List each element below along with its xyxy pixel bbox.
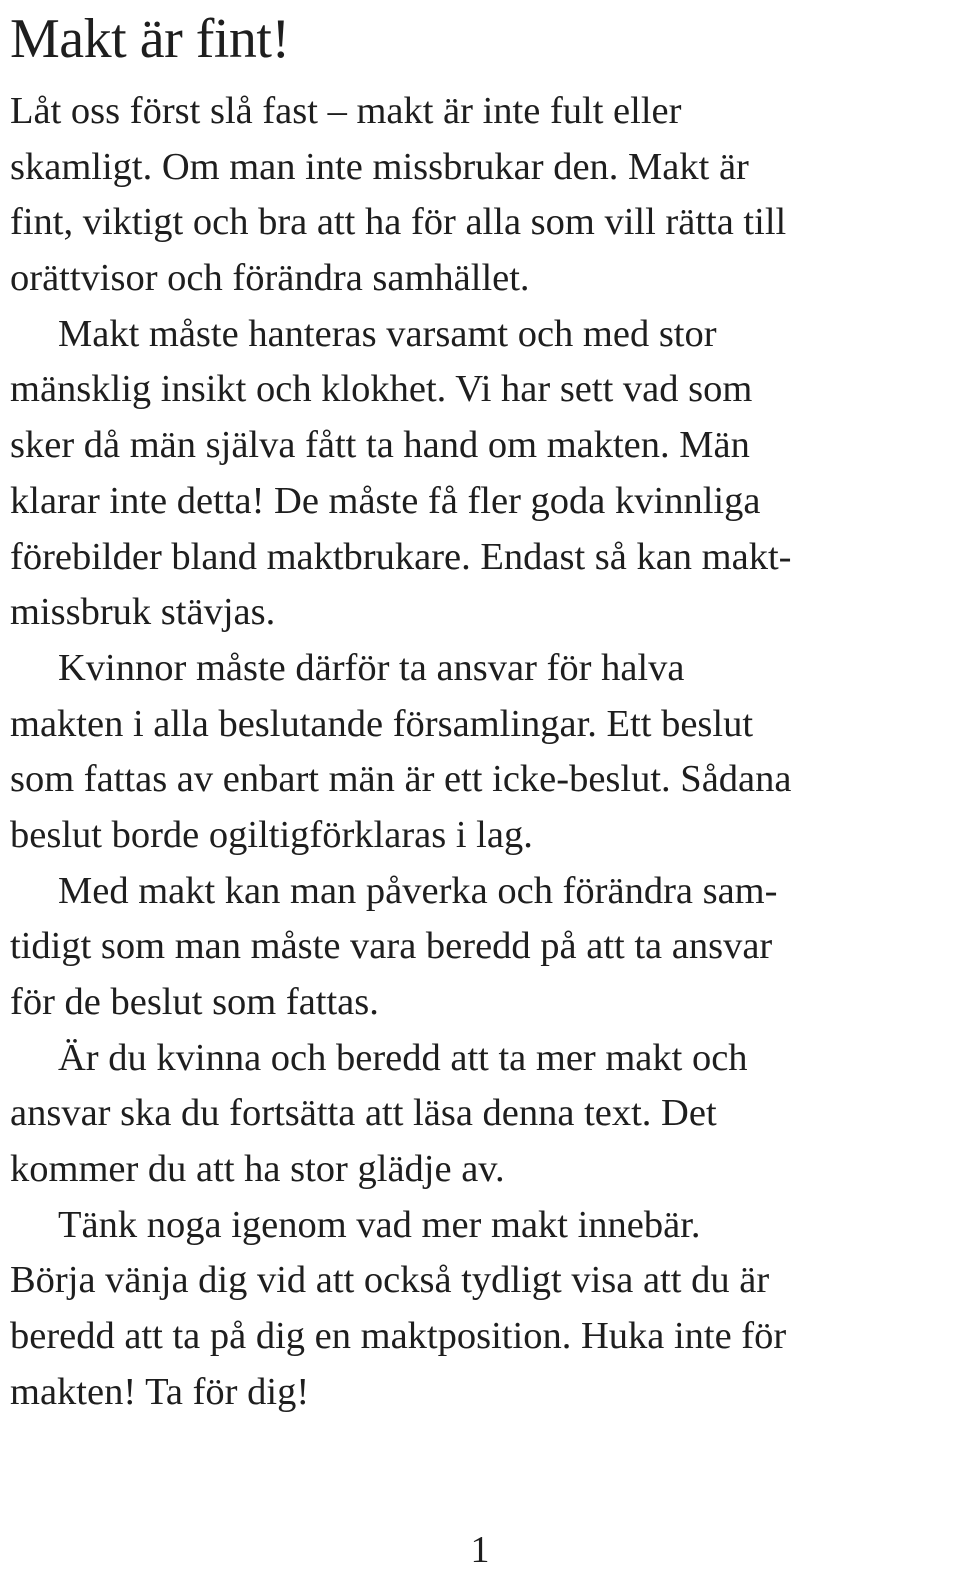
text-line: som fattas av enbart män är ett icke-beslut. Sådana <box>10 758 792 801</box>
text-line: kommer du att ha stor glädje av. <box>10 1148 505 1191</box>
text-line: Tänk noga igenom vad mer makt innebär. <box>58 1203 701 1246</box>
text-line: Är du kvinna och beredd att ta mer makt och <box>58 1036 748 1079</box>
text-line: orättvisor och förändra samhället. <box>10 257 530 300</box>
text-line: klarar inte detta! De måste få fler goda kvinnliga <box>10 479 761 522</box>
text-line: Med makt kan man påverka och förändra sam- <box>58 869 778 912</box>
text-line: fint, viktigt och bra att ha för alla som vill rätta till <box>10 201 787 244</box>
body-text <box>10 84 955 1421</box>
page-number: 1 <box>470 1529 490 1571</box>
text-line: missbruk stävjas. <box>10 591 276 634</box>
text-line: Börja vänja dig vid att också tydligt visa att du är <box>10 1259 770 1302</box>
text-line: makten! Ta för dig! <box>10 1370 310 1413</box>
text-line: beredd att ta på dig en maktposition. Huka inte för <box>10 1315 787 1358</box>
text-line: skamligt. Om man inte missbrukar den. Makt är <box>10 145 749 188</box>
text-line: Makt måste hanteras varsamt och med stor <box>58 312 717 355</box>
text-line: Låt oss först slå fast – makt är inte fult eller <box>10 90 682 132</box>
text-line: makten i alla beslutande församlingar. Ett beslut <box>10 702 754 745</box>
text-line: för de beslut som fattas. <box>10 981 379 1023</box>
text-line: tidigt som man måste vara beredd på att ta ansvar <box>10 925 773 968</box>
text-line: mänsklig insikt och klokhet. Vi har sett vad som <box>10 368 753 411</box>
text-line: sker då män själva fått ta hand om makten. Män <box>10 424 750 467</box>
text-line: beslut borde ogiltigförklaras i lag. <box>10 813 533 856</box>
page-title: Makt är fint! <box>10 8 290 70</box>
text-line: ansvar ska du fortsätta att läsa denna text. Det <box>10 1092 717 1135</box>
text-line: Kvinnor måste därför ta ansvar för halva <box>58 646 685 689</box>
text-line: förebilder bland maktbrukare. Endast så kan makt- <box>10 535 792 578</box>
